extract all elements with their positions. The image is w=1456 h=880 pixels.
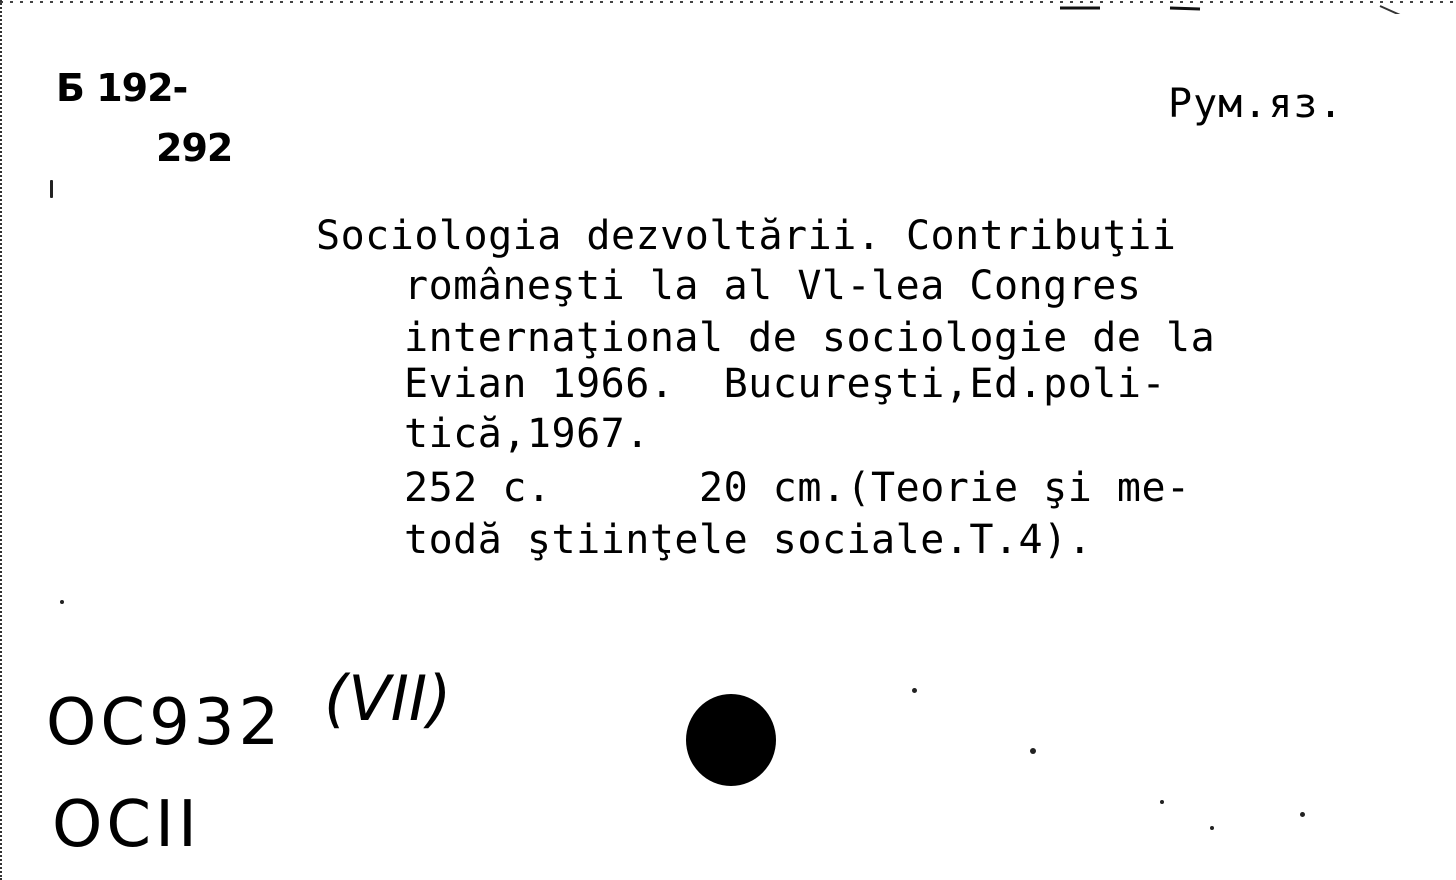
entry-line-3: internaţional de sociologie de la — [404, 315, 1216, 361]
punch-hole-dot — [686, 694, 776, 786]
language-label: Рум.яз. — [1168, 81, 1344, 127]
entry-line-5: tică,1967. — [404, 411, 650, 457]
ink-speck — [1300, 812, 1305, 817]
ink-speck — [1160, 800, 1164, 804]
ink-speck — [1210, 826, 1214, 830]
top-edge-noise — [0, 0, 1456, 14]
handwritten-code: OC932 — [46, 686, 284, 760]
handwritten-roman: (VII) — [324, 662, 452, 735]
shelfmark-line-1: Б 192- — [56, 66, 188, 110]
ink-speck — [60, 600, 64, 604]
entry-line-4: Evian 1966. Bucureşti,Ed.poli- — [404, 361, 1167, 407]
entry-line-2: româneşti la al Vl-lea Congres — [404, 263, 1142, 309]
ink-speck — [1030, 748, 1036, 754]
entry-line-6: 252 c. 20 cm.(Teorie şi me- — [404, 465, 1191, 511]
entry-line-7: todă ştiinţele sociale.T.4). — [404, 517, 1093, 563]
left-edge-noise — [0, 0, 8, 880]
shelfmark-line-2: 292 — [156, 126, 233, 170]
entry-line-1: Sociologia dezvoltării. Contribuţii — [316, 213, 1177, 259]
ink-speck — [50, 180, 53, 198]
handwritten-code-2: OCII — [52, 788, 201, 862]
ink-speck — [912, 688, 917, 693]
